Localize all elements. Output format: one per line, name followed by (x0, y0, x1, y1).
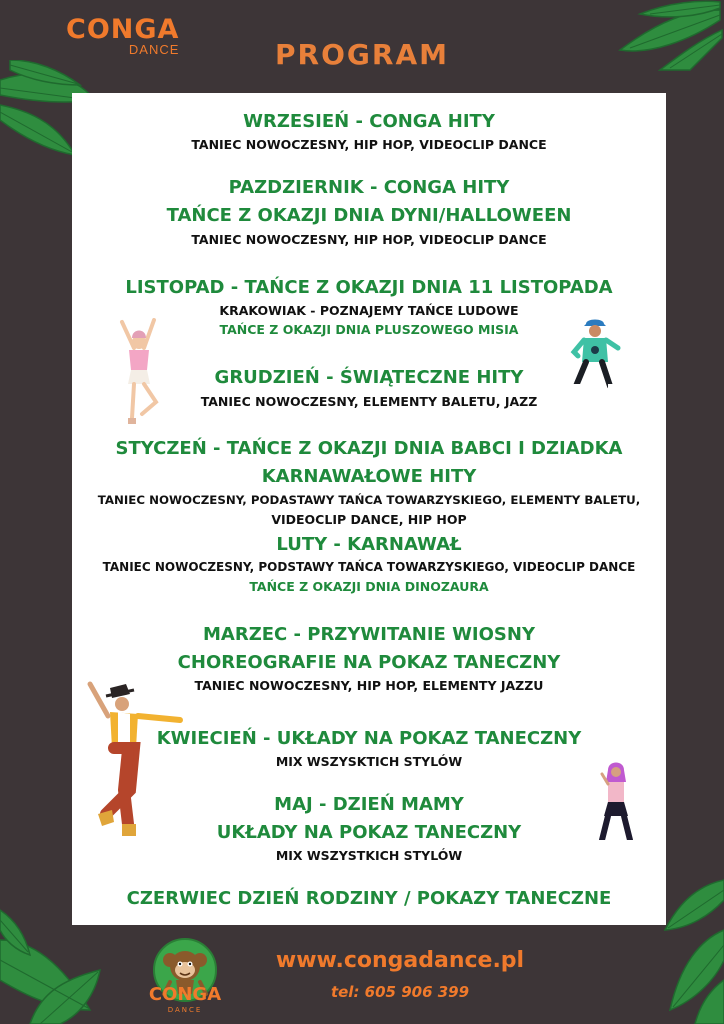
dancer-girl-purple-icon (594, 760, 638, 846)
month-heading: TAŃCE Z OKAZJI DNIA DYNI/HALLOWEEN (166, 205, 572, 226)
month-styles: TANIEC NOWOCZESNY, PODASTAWY TAŃCA TOWARZYSKIEGO, ELEMENTY BALETU, (97, 493, 641, 507)
month-heading: UKŁADY NA POKAZ TANECZNY (216, 822, 522, 843)
month-heading: CZERWIEC DZIEŃ RODZINY / POKAZY TANECZNE (126, 888, 612, 909)
page-title: PROGRAM (275, 38, 449, 71)
month-styles: TANIEC NOWOCZESNY, HIP HOP, VIDEOCLIP DANCE (191, 232, 547, 247)
month-heading: MARZEC - PRZYWITANIE WIOSNY (202, 624, 535, 645)
dancer-girl-pink-icon (112, 318, 168, 430)
month-styles: TANIEC NOWOCZESNY, ELEMENTY BALETU, JAZZ (200, 394, 538, 409)
month-styles: TANIEC NOWOCZESNY, HIP HOP, ELEMENTY JAZZU (194, 678, 544, 693)
website-link[interactable]: www.congadance.pl (275, 948, 525, 973)
month-heading: CHOREOGRAFIE NA POKAZ TANECZNY (177, 652, 561, 673)
dancer-boy-teal-icon (570, 318, 622, 392)
month-styles: MIX WSZYSKTICH STYLÓW (275, 754, 463, 769)
phone-number[interactable]: tel: 605 906 399 (330, 983, 470, 1001)
month-heading: LISTOPAD - TAŃCE Z OKAZJI DNIA 11 LISTOPADA (125, 277, 613, 298)
month-styles: VIDEOCLIP DANCE, HIP HOP (271, 512, 467, 527)
logo-sub: DANCE (128, 42, 180, 57)
month-styles: KRAKOWIAK - POZNAJEMY TAŃCE LUDOWE (219, 303, 519, 318)
logo-word: CONGA (148, 984, 222, 1005)
month-styles: TANIEC NOWOCZESNY, PODSTAWY TAŃCA TOWARZYSKIEGO, VIDEOCLIP DANCE (102, 560, 636, 574)
month-heading: KWIECIEŃ - UKŁADY NA POKAZ TANECZNY (156, 728, 582, 749)
conga-mascot-logo[interactable] (140, 936, 230, 1024)
month-extra: TAŃCE Z OKAZJI DNIA PLUSZOWEGO MISIA (219, 322, 519, 337)
month-extra: TAŃCE Z OKAZJI DNIA DINOZAURA (249, 579, 489, 594)
month-styles: TANIEC NOWOCZESNY, HIP HOP, VIDEOCLIP DANCE (191, 137, 547, 152)
month-heading: STYCZEŃ - TAŃCE Z OKAZJI DNIA BABCI I DZIADKA (115, 438, 623, 459)
logo-word: CONGA (66, 14, 180, 45)
logo-sub: DANCE (167, 1006, 203, 1014)
month-styles: MIX WSZYSTKICH STYLÓW (275, 848, 463, 863)
month-heading: GRUDZIEŃ - ŚWIĄTECZNE HITY (214, 367, 524, 388)
month-heading: KARNAWAŁOWE HITY (261, 466, 477, 487)
dancer-man-hat-icon (84, 680, 184, 844)
month-heading: WRZESIEŃ - CONGA HITY (243, 111, 495, 132)
month-heading: PAZDZIERNIK - CONGA HITY (228, 177, 510, 198)
month-heading: MAJ - DZIEŃ MAMY (274, 794, 464, 815)
month-heading: LUTY - KARNAWAŁ (276, 534, 462, 555)
